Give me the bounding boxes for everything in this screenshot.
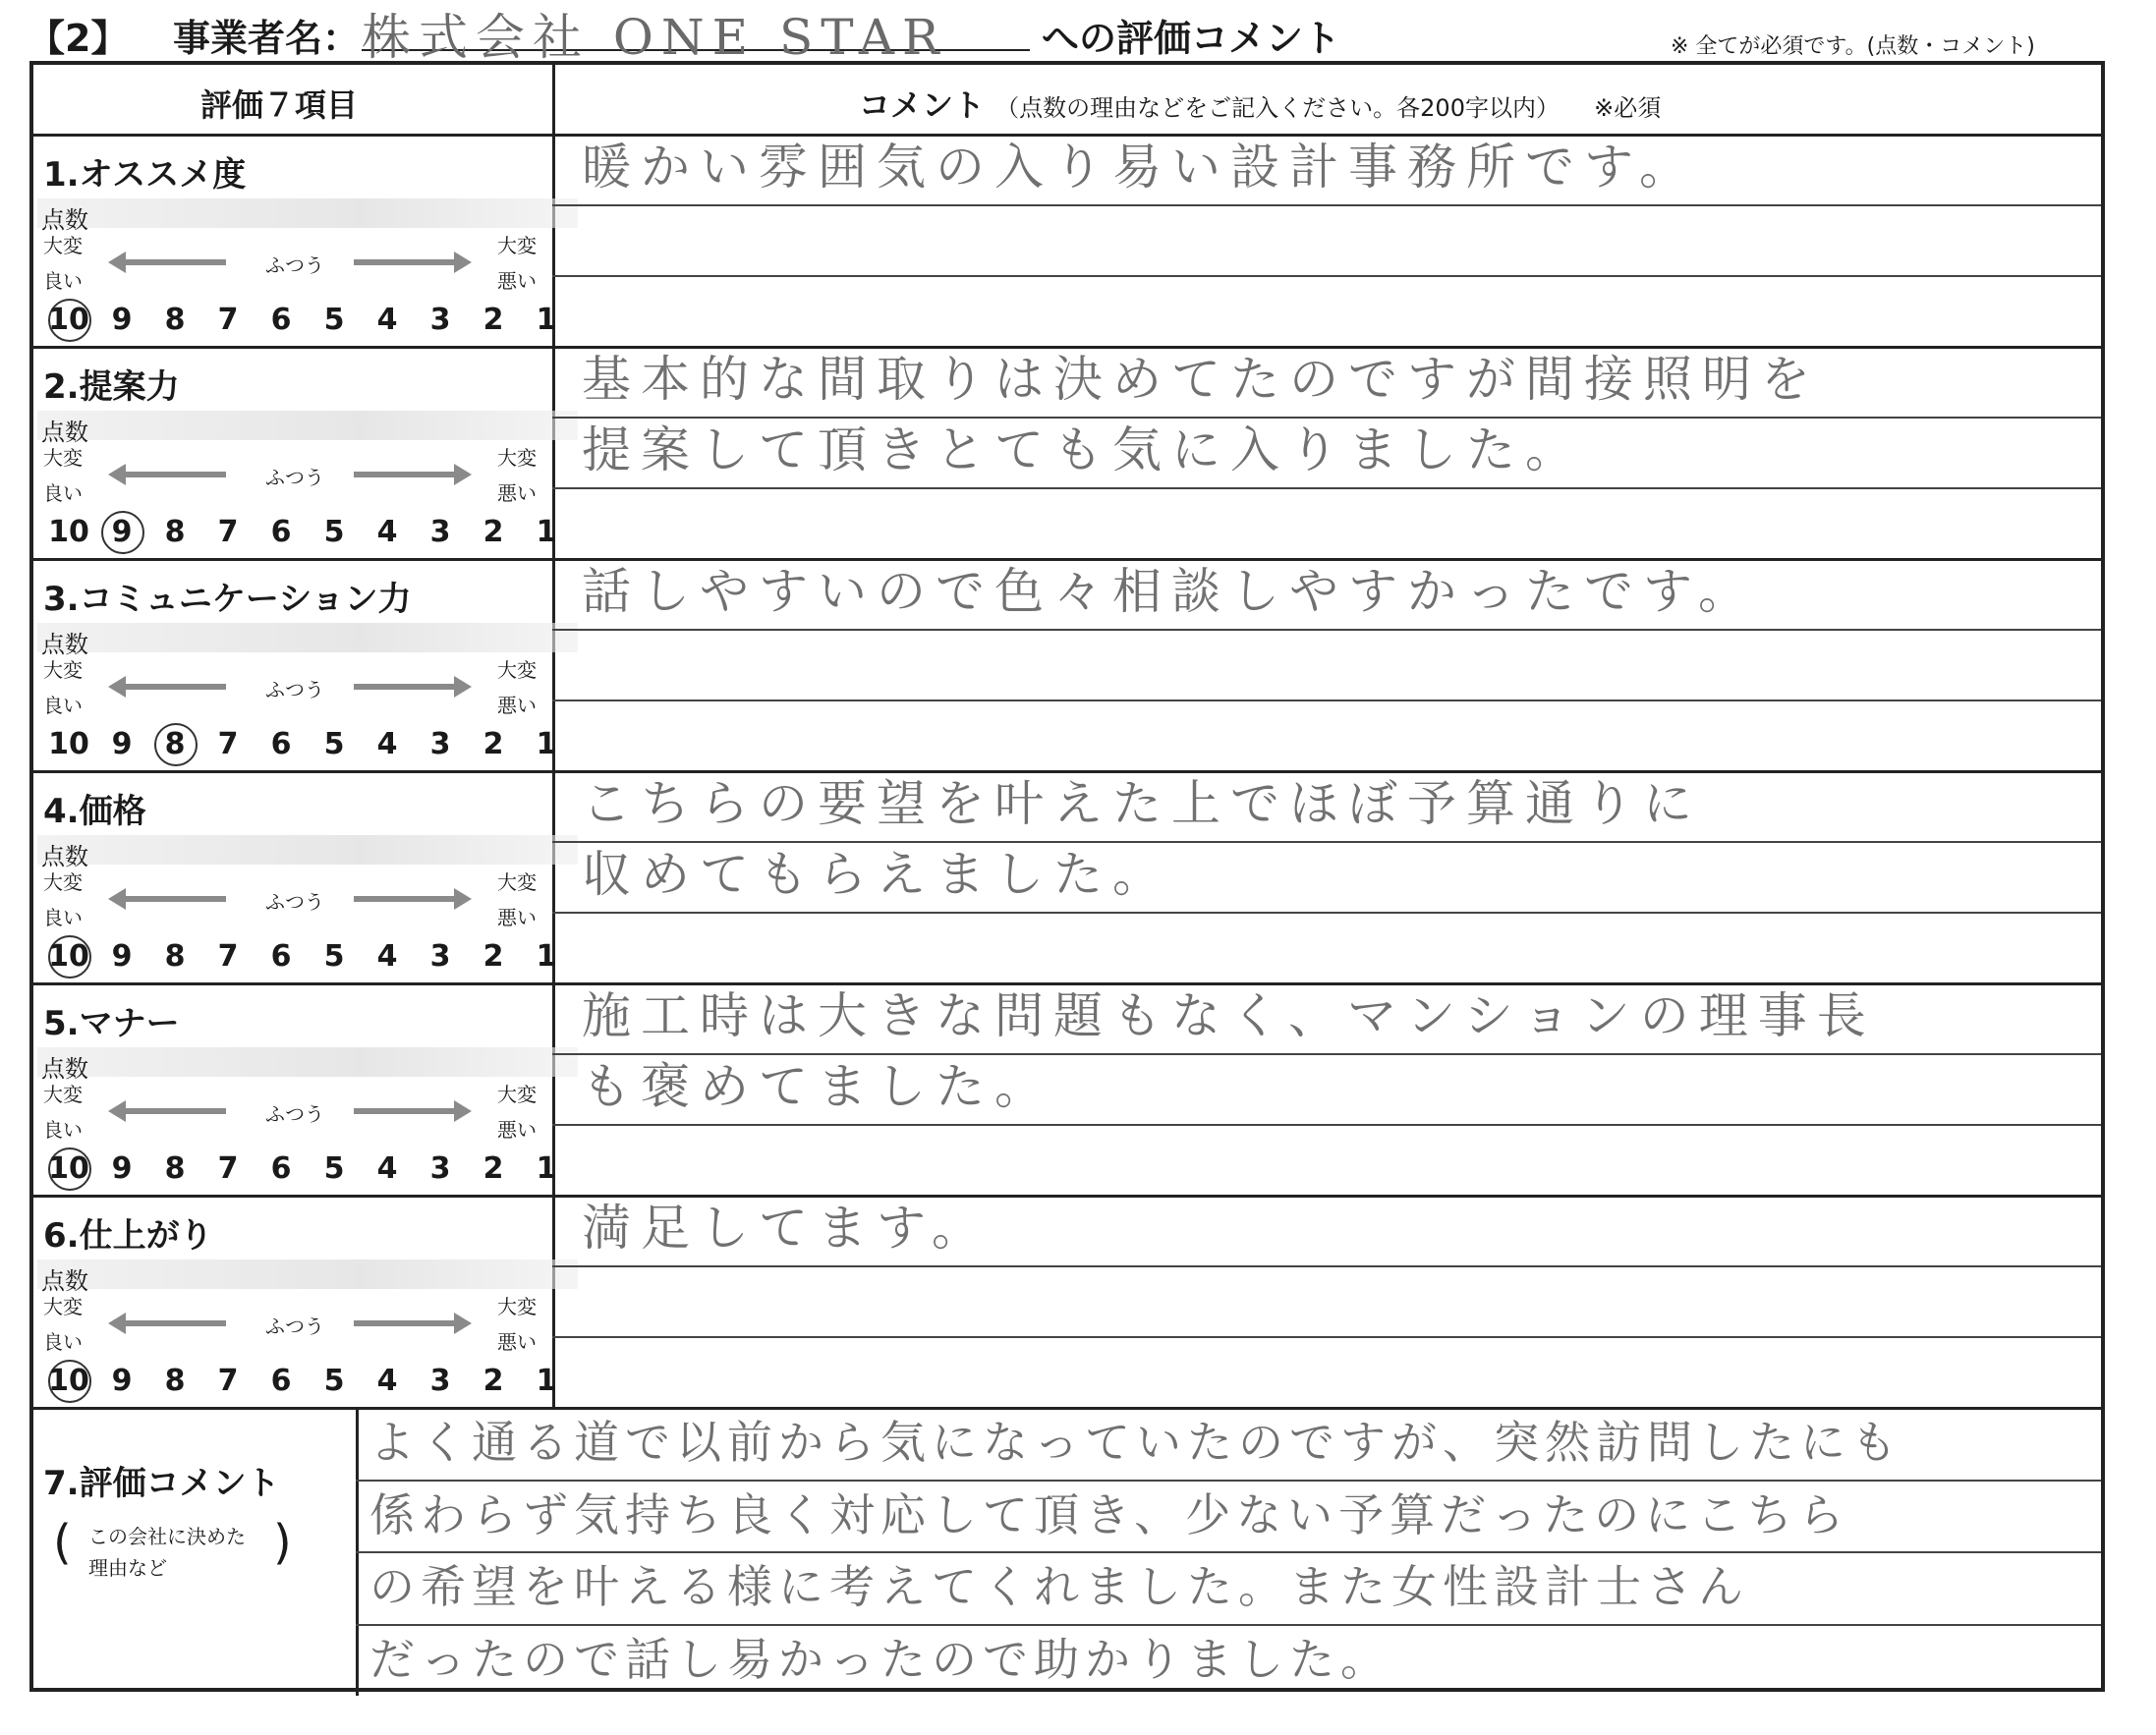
item7-comment-line[interactable]: の希望を叶える様に考えてくれました。また女性設計士さん — [369, 1560, 1749, 1613]
score-option[interactable]: 8 — [164, 727, 186, 761]
taihen-bad: 大変 — [497, 234, 537, 257]
item7-sub2: 理由など — [88, 1556, 167, 1580]
score-shade — [37, 411, 578, 440]
futsuu-label: ふつう — [265, 890, 324, 914]
comment-line[interactable]: 満足してます。 — [582, 1200, 991, 1257]
futsuu-label: ふつう — [265, 253, 324, 277]
score-option[interactable]: 4 — [376, 303, 398, 337]
taihen-good: 大変 — [43, 1083, 83, 1106]
score-option[interactable]: 7 — [217, 1364, 239, 1398]
arrow-right-icon — [354, 1108, 456, 1114]
item-title: 6.仕上がり — [43, 1216, 213, 1256]
futsuu-label: ふつう — [265, 678, 324, 701]
arrow-left-icon — [124, 1320, 226, 1326]
bad-label: 悪い — [497, 1118, 537, 1142]
comment-header-main: コメント — [859, 86, 986, 124]
score-shade — [37, 835, 578, 865]
item-title: 2.提案力 — [43, 367, 180, 407]
scale-good-label — [43, 1289, 83, 1360]
comment-line[interactable]: 話しやすいので色々相談しやすかったです。 — [582, 563, 1757, 620]
score-label: 点数 — [41, 1055, 88, 1083]
comment-header-required: ※必須 — [1594, 94, 1662, 122]
score-option[interactable]: 7 — [217, 1151, 239, 1186]
taihen-bad: 大変 — [497, 1295, 537, 1318]
score-scale — [43, 939, 574, 979]
scale-bad-label — [497, 228, 537, 299]
score-option[interactable]: 10 — [48, 1364, 89, 1398]
score-option[interactable]: 1 — [536, 515, 557, 549]
scale-good-label — [43, 1077, 83, 1147]
score-option[interactable]: 1 — [536, 727, 557, 761]
item-title: 3.コミュニケーション力 — [43, 580, 412, 619]
comment-rule — [552, 912, 2101, 914]
taihen-bad: 大変 — [497, 658, 537, 682]
score-option[interactable]: 8 — [164, 1364, 186, 1398]
score-option[interactable]: 3 — [429, 303, 451, 337]
score-option[interactable]: 6 — [270, 1364, 292, 1398]
arrow-left-icon — [124, 259, 226, 265]
score-label: 点数 — [41, 631, 88, 658]
score-label: 点数 — [41, 843, 88, 870]
scale-bad-label — [497, 865, 537, 935]
comment-line[interactable]: 暖かい雰囲気の入り易い設計事務所です。 — [582, 139, 1698, 196]
comment-rule — [552, 1124, 2101, 1126]
score-option[interactable]: 9 — [111, 303, 133, 337]
score-option[interactable]: 2 — [482, 939, 504, 974]
score-option[interactable]: 5 — [323, 515, 345, 549]
arrow-right-icon — [354, 472, 456, 477]
score-scale — [43, 303, 574, 342]
futsuu-label: ふつう — [265, 1102, 324, 1126]
score-option[interactable]: 8 — [164, 1151, 186, 1186]
score-option[interactable]: 3 — [429, 515, 451, 549]
arrow-right-icon — [354, 259, 456, 265]
scale-good-label — [43, 652, 83, 723]
score-label: 点数 — [41, 419, 88, 446]
evaluation-table — [29, 61, 2105, 1692]
score-option[interactable]: 10 — [48, 939, 89, 974]
comment-header-detail: （点数の理由などをご記入ください。各200字以内） — [995, 94, 1560, 122]
score-option[interactable]: 4 — [376, 515, 398, 549]
score-scale — [43, 1364, 574, 1403]
score-option[interactable]: 1 — [536, 303, 557, 337]
score-shade — [37, 1047, 578, 1077]
score-shade — [37, 198, 578, 228]
score-scale — [43, 727, 574, 766]
scale-bad-label — [497, 1077, 537, 1147]
score-option[interactable]: 7 — [217, 939, 239, 974]
score-option[interactable]: 4 — [376, 1151, 398, 1186]
score-option[interactable]: 8 — [164, 303, 186, 337]
comment-rule — [552, 487, 2101, 489]
arrow-right-icon — [354, 684, 456, 690]
arrow-left-icon — [124, 472, 226, 477]
comment-rule — [552, 204, 2101, 206]
score-option[interactable]: 10 — [48, 727, 89, 761]
scale-good-label — [43, 865, 83, 935]
company-name-field[interactable]: 株式会社 ONE STAR — [362, 0, 1030, 51]
scale-bad-label — [497, 1289, 537, 1360]
score-option[interactable]: 7 — [217, 515, 239, 549]
score-label: 点数 — [41, 1267, 88, 1295]
taihen-bad: 大変 — [497, 446, 537, 470]
score-option[interactable]: 2 — [482, 1151, 504, 1186]
item-title: 4.価格 — [43, 792, 146, 831]
comment-rule — [552, 629, 2101, 631]
comment-rule — [552, 700, 2101, 701]
taihen-good: 大変 — [43, 870, 83, 894]
comment-rule — [552, 1336, 2101, 1338]
bad-label: 悪い — [497, 906, 537, 929]
score-scale — [43, 515, 574, 554]
score-option[interactable]: 1 — [536, 1151, 557, 1186]
score-shade — [37, 623, 578, 652]
score-option[interactable]: 5 — [323, 1151, 345, 1186]
score-option[interactable]: 6 — [270, 303, 292, 337]
taihen-bad: 大変 — [497, 870, 537, 894]
bad-label: 悪い — [497, 1330, 537, 1354]
score-option[interactable]: 3 — [429, 727, 451, 761]
score-option[interactable]: 6 — [270, 939, 292, 974]
arrow-left-icon — [124, 684, 226, 690]
comment-rule — [552, 275, 2101, 277]
row-divider — [33, 1195, 2101, 1198]
arrow-right-icon — [354, 1320, 456, 1326]
score-option[interactable]: 10 — [48, 1151, 89, 1186]
arrow-right-icon — [354, 896, 456, 902]
item7-title: 7.評価コメント — [43, 1464, 280, 1503]
score-option[interactable]: 4 — [376, 727, 398, 761]
score-option[interactable]: 9 — [111, 1364, 133, 1398]
bad-label: 悪い — [497, 694, 537, 717]
score-option[interactable]: 4 — [376, 1364, 398, 1398]
score-option[interactable]: 5 — [323, 727, 345, 761]
score-option[interactable]: 3 — [429, 1364, 451, 1398]
taihen-good: 大変 — [43, 234, 83, 257]
items-header: 評価７項目 — [200, 86, 359, 124]
taihen-good: 大変 — [43, 658, 83, 682]
score-option[interactable]: 5 — [323, 1364, 345, 1398]
score-shade — [37, 1259, 578, 1289]
score-option[interactable]: 7 — [217, 303, 239, 337]
scale-good-label — [43, 440, 83, 511]
score-option[interactable]: 8 — [164, 939, 186, 974]
futsuu-label: ふつう — [265, 466, 324, 489]
score-option[interactable]: 9 — [111, 939, 133, 974]
futsuu-label: ふつう — [265, 1315, 324, 1338]
comment-line[interactable]: 施工時は大きな問題もなく、マンションの理事長 — [582, 987, 1876, 1044]
score-option[interactable]: 8 — [164, 515, 186, 549]
good-label: 良い — [43, 694, 83, 717]
item-title: 5.マナー — [43, 1004, 180, 1043]
score-option[interactable]: 6 — [270, 515, 292, 549]
item-title: 1.オススメ度 — [43, 155, 247, 195]
score-option[interactable]: 2 — [482, 1364, 504, 1398]
paren-open-icon: ( — [53, 1515, 72, 1570]
comment-rule — [552, 1265, 2101, 1267]
score-option[interactable]: 5 — [323, 303, 345, 337]
good-label: 良い — [43, 1118, 83, 1142]
comment-line[interactable]: 基本的な間取りは決めてたのですが間接照明を — [582, 351, 1820, 408]
required-note: ※ 全てが必須です。(点数・コメント) — [1671, 34, 2035, 59]
score-option[interactable]: 1 — [536, 1364, 557, 1398]
item7-comment-line[interactable]: 係わらず気持ち良く対応して頂き、少ない予算だったのにこちら — [369, 1488, 1850, 1541]
score-option[interactable]: 3 — [429, 939, 451, 974]
scale-bad-label — [497, 652, 537, 723]
score-option[interactable]: 9 — [111, 1151, 133, 1186]
score-option[interactable]: 3 — [429, 1151, 451, 1186]
taihen-bad: 大変 — [497, 1083, 537, 1106]
comment-line[interactable]: こちらの要望を叶えた上でほぼ予算通りに — [582, 775, 1702, 832]
taihen-good: 大変 — [43, 1295, 83, 1318]
score-option[interactable]: 4 — [376, 939, 398, 974]
item7-sub: この会社に決めた — [88, 1525, 246, 1548]
comment-line[interactable]: も褒めてました。 — [582, 1058, 1053, 1115]
comment-line[interactable]: 収めてもらえました。 — [582, 846, 1171, 903]
evaluation-comment-title: への評価コメント — [1042, 17, 1341, 60]
comment-line[interactable]: 提案して頂きとても気に入りました。 — [582, 421, 1584, 478]
score-option[interactable]: 2 — [482, 515, 504, 549]
good-label: 良い — [43, 481, 83, 505]
score-label: 点数 — [41, 206, 88, 234]
arrow-left-icon — [124, 896, 226, 902]
score-scale — [43, 1151, 574, 1191]
score-option[interactable]: 1 — [536, 939, 557, 974]
good-label: 良い — [43, 269, 83, 293]
taihen-good: 大変 — [43, 446, 83, 470]
item7-comment-line[interactable]: よく通る道で以前から気になっていたのですが、突然訪問したにも — [369, 1416, 1902, 1469]
scale-bad-label — [497, 440, 537, 511]
item7-comment-line[interactable]: だったので話し易かったので助かりました。 — [369, 1633, 1391, 1686]
paren-close-icon: ) — [273, 1515, 292, 1570]
scale-good-label — [43, 228, 83, 299]
score-option[interactable]: 7 — [217, 727, 239, 761]
score-option[interactable]: 10 — [48, 303, 89, 337]
score-option[interactable]: 9 — [111, 515, 133, 549]
score-option[interactable]: 2 — [482, 727, 504, 761]
score-option[interactable]: 10 — [48, 515, 89, 549]
score-option[interactable]: 6 — [270, 727, 292, 761]
score-option[interactable]: 5 — [323, 939, 345, 974]
bad-label: 悪い — [497, 481, 537, 505]
bad-label: 悪い — [497, 269, 537, 293]
section-number: 【2】 — [28, 17, 129, 60]
score-option[interactable]: 6 — [270, 1151, 292, 1186]
good-label: 良い — [43, 1330, 83, 1354]
score-option[interactable]: 9 — [111, 727, 133, 761]
arrow-left-icon — [124, 1108, 226, 1114]
score-option[interactable]: 2 — [482, 303, 504, 337]
comment-header — [859, 81, 1661, 126]
good-label: 良い — [43, 906, 83, 929]
company-name-label: 事業者名： — [173, 17, 361, 60]
